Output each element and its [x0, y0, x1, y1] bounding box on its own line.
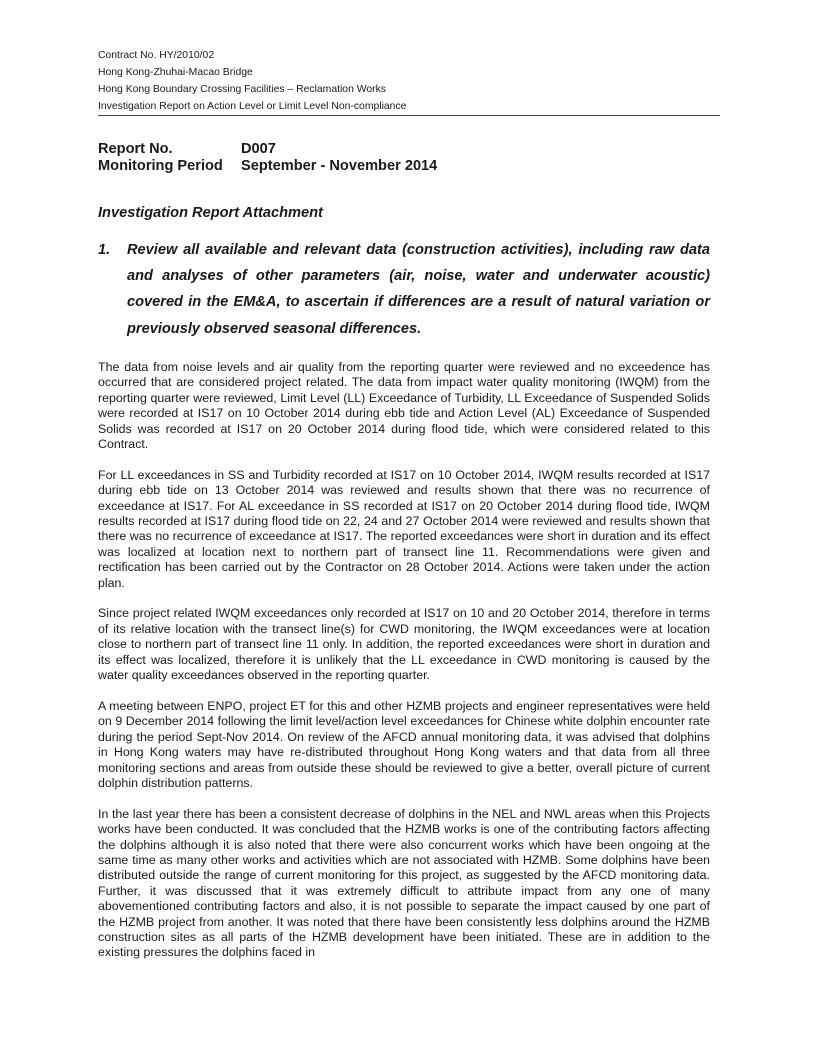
report-number-value: D007	[241, 141, 276, 157]
item-text: Review all available and relevant data (construction activities), including raw data and analyses of other parameters (air, noise, water and underwater acoustic) covered in the EM&A, to ascertain if differences are a result of natural variation or previously observed seasonal differences.	[127, 242, 710, 337]
report-type: Investigation Report on Action Level or Limit Level Non-compliance	[98, 101, 407, 112]
project-name: Hong Kong-Zhuhai-Macao Bridge	[98, 67, 253, 78]
monitoring-period-label: Monitoring Period	[98, 158, 223, 174]
contract-number: Contract No. HY/2010/02	[98, 50, 215, 61]
report-meta	[98, 141, 437, 175]
paragraph: The data from noise levels and air quality from the reporting quarter were reviewed and no exceedence has occurred that are considered project related. The data from impact water quality monitoring (IWQM) from the reporting quarter were reviewed, Limit Level (LL) Exceedance of Turbidity, LL Exceedance of Suspended Solids were recorded at IS17 on 10 October 2014 during ebb tide and Action Level (AL) Exceedance of Suspended Solids was recorded at IS17 on 20 October 2014 during flood tide, which were considered related to this Contract.	[98, 360, 710, 452]
document-header	[98, 47, 718, 115]
item-number: 1.	[98, 242, 111, 258]
paragraph: A meeting between ENPO, project ET for this and other HZMB projects and engineer representatives were held on 9 December 2014 following the limit level/action level exceedances for Chinese white dolphin encounter rate during the period Sept-Nov 2014. On review of the AFCD annual monitoring data, it was advised that dolphins in Hong Kong waters may have re-distributed throughout Hong Kong waters and that data from all three monitoring sections and areas from outside these should be reviewed to give a better, overall picture of current dolphin distribution patterns.	[98, 698, 710, 790]
paragraph: Since project related IWQM exceedances only recorded at IS17 on 10 and 20 October 2014, therefore in terms of its relative location with the transect line(s) for CWD monitoring, the IWQM exceedances were at location close to northern part of transect line 11 only. In addition, the reported exceedances were short in duration and its effect was localized, therefore it is unlikely that the LL exceedance in CWD monitoring is caused by the water quality exceedances observed in the reporting quarter.	[98, 606, 710, 683]
paragraph: In the last year there has been a consistent decrease of dolphins in the NEL and NWL areas when this Projects works have been conducted. It was concluded that the HZMB works is one of the contributing factors affecting the dolphins although it is also noted that there were also concurrent works which have been ongoing at the same time as many other works and activities which are not associated with HZMB. Some dolphins have been distributed outside the range of current monitoring for this project, as suggested by the AFCD monitoring data. Further, it was discussed that it was extremely difficult to attribute impact from any one of many abovementioned contributing factors and also, it is not possible to separate the impact caused by one part of the HZMB project from another. It was noted that there have been consistently less dolphins around the HZMB construction sites as all parts of the HZMB development have been initiated. These are in addition to the existing pressures the dolphins faced in	[98, 806, 710, 960]
body-text	[98, 360, 710, 976]
facilities-name: Hong Kong Boundary Crossing Facilities – Reclamation Works	[98, 84, 386, 95]
review-item	[98, 237, 710, 342]
header-divider	[98, 115, 720, 116]
report-number-row	[98, 141, 437, 158]
monitoring-period-row	[98, 158, 437, 175]
report-number-label: Report No.	[98, 141, 173, 157]
paragraph: For LL exceedances in SS and Turbidity recorded at IS17 on 10 October 2014, IWQM results recorded at IS17 during ebb tide on 13 October 2014 was reviewed and results shown that there was no recurrence of exceedance at IS17. For AL exceedance in SS recorded at IS17 on 20 October 2014 during flood tide, IWQM results recorded at IS17 during flood tide on 22, 24 and 27 October 2014 were reviewed and results shown that there was no recurrence of exceedance at IS17. The reported exceedances were short in duration and its effect was localized at location next to northern part of transect line 11. Recommendations were given and rectification has been carried out by the Contractor on 28 October 2014. Actions were taken under the action plan.	[98, 467, 710, 590]
attachment-title: Investigation Report Attachment	[98, 205, 323, 221]
monitoring-period-value: September - November 2014	[241, 158, 438, 174]
